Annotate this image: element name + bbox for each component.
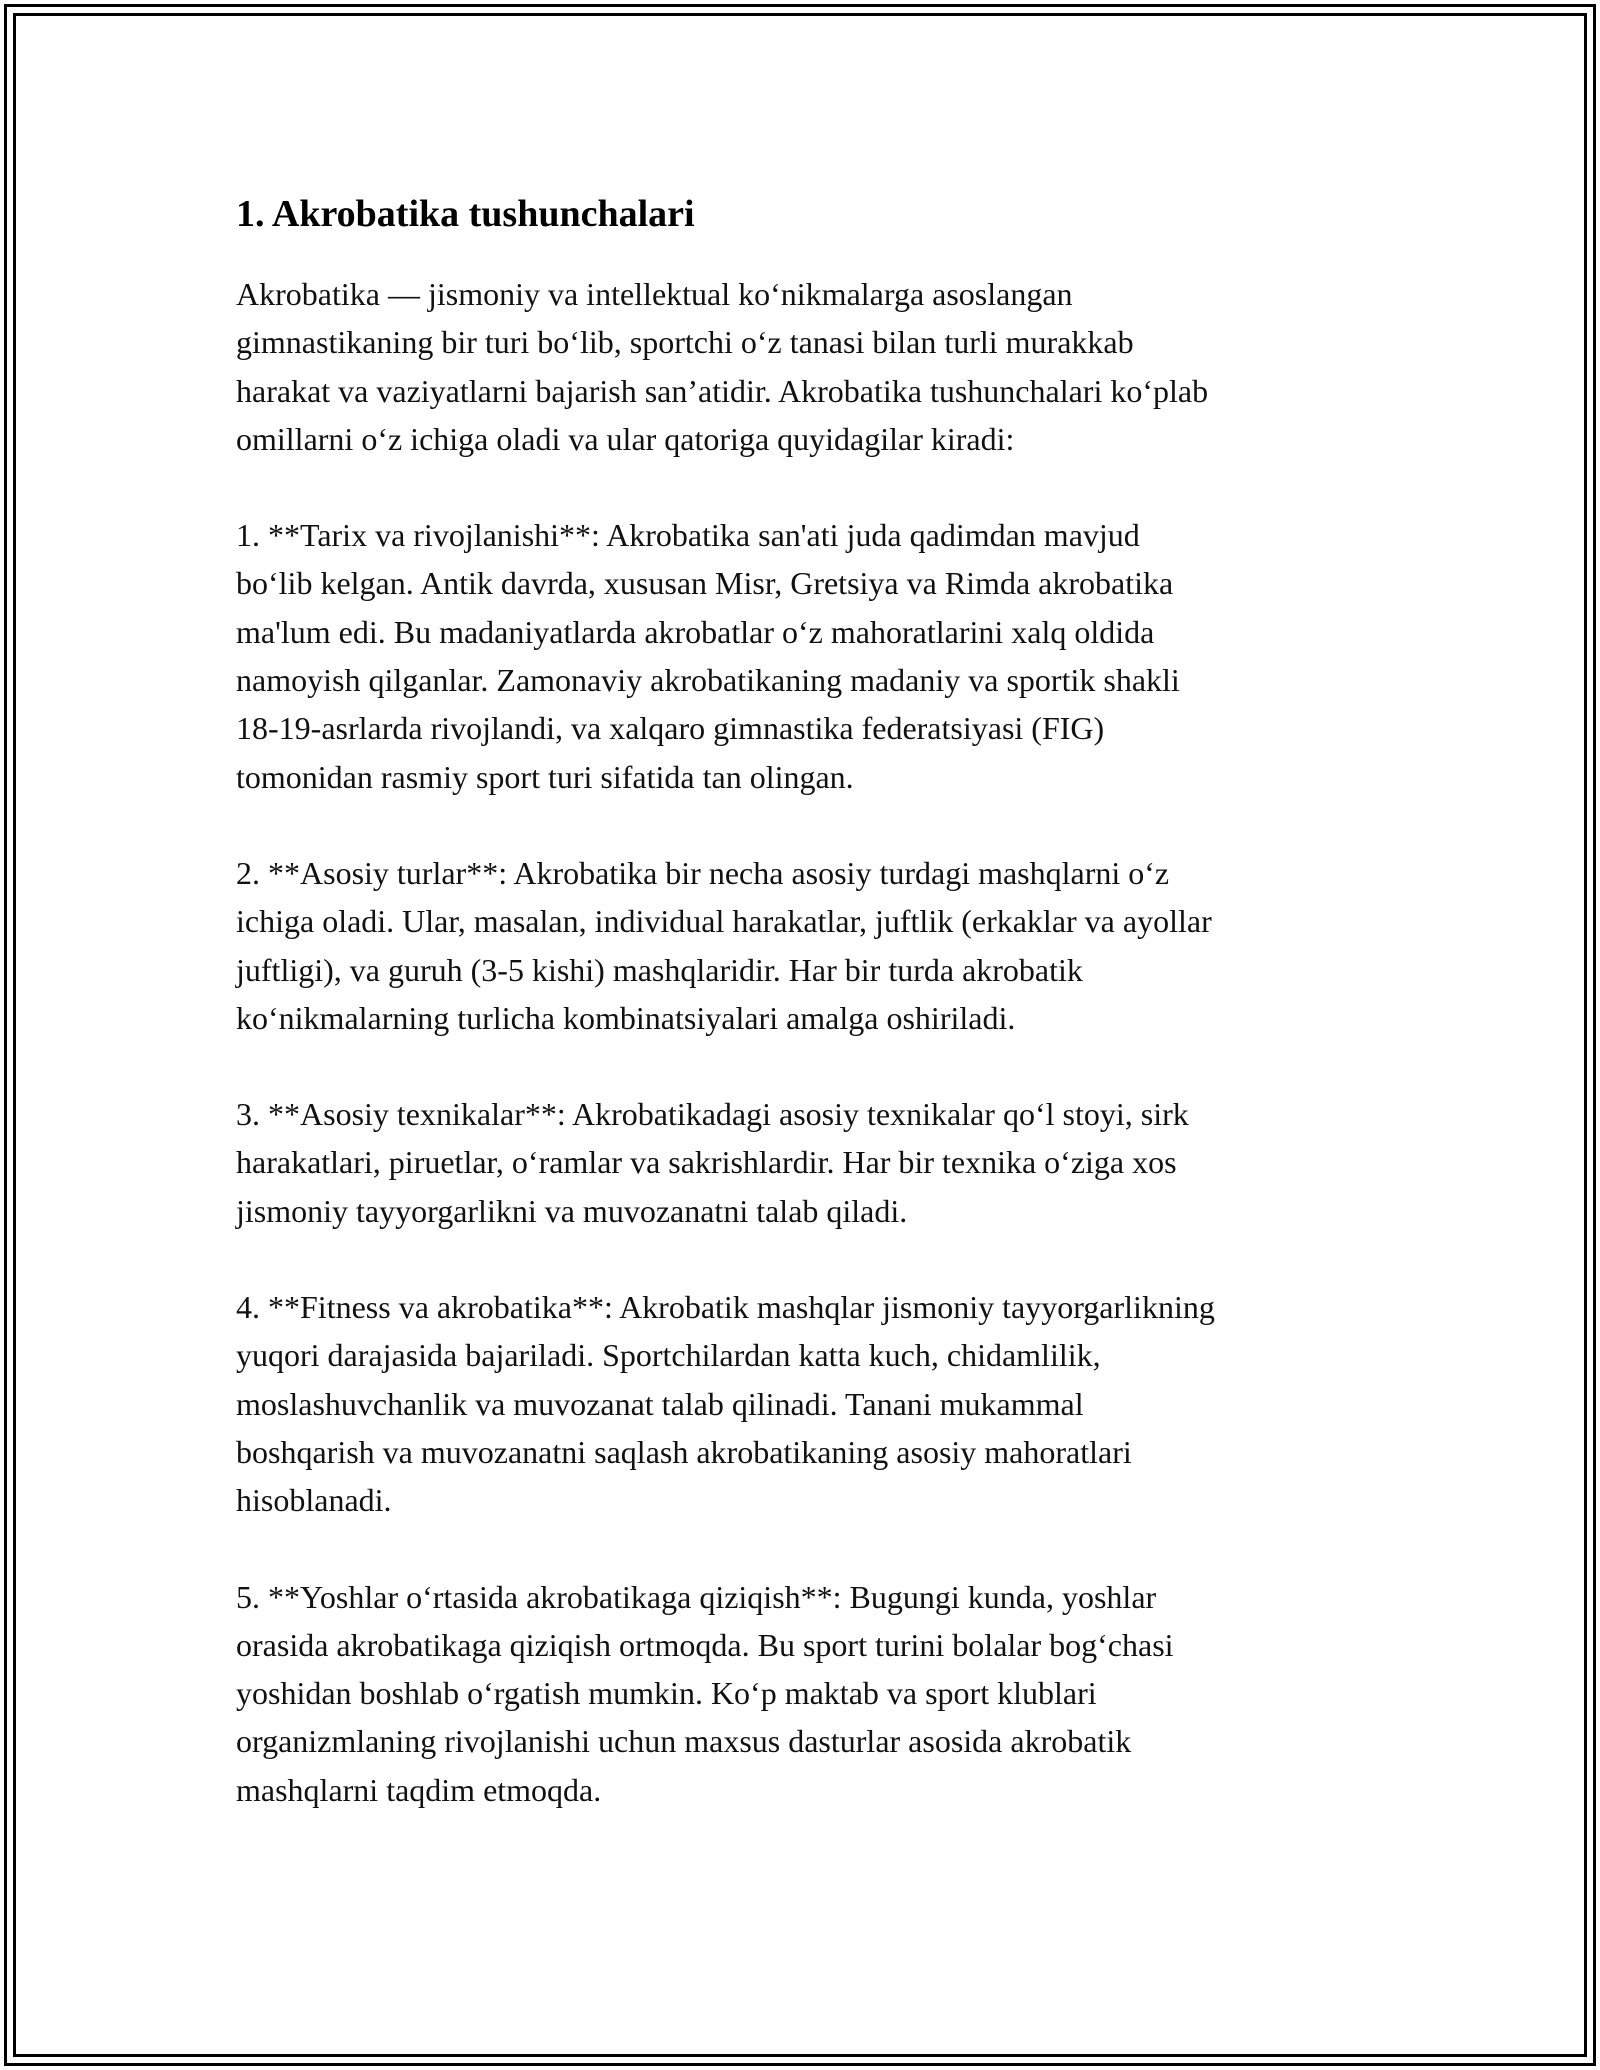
paragraph-fitness: 4. **Fitness va akrobatika**: Akrobatik mashqlar jismoniy tayyorgarlikning yuqori darajasida bajariladi. Sportchilardan katta kuch, chidamlilik, moslashuvchanlik va muvozanat talab qilinadi. Tanani mukammal boshqarish va muvozanatni saqlash akrobatikaning asosiy mahoratlari hisoblanadi. xyxy=(236,1289,1215,1519)
paragraph-main-types: 2. **Asosiy turlar**: Akrobatika bir necha asosiy turdagi mashqlarni oʻz ichiga oladi. Ular, masalan, individual harakatlar, juftlik (erkaklar va ayollar juftligi), va guruh (3-5 kishi) mashqlaridir. Har bir turda akrobatik koʻnikmalarning turlicha kombinatsiyalari amalga oshiriladi. xyxy=(236,854,1212,1036)
paragraph-youth-interest: 5. **Yoshlar oʻrtasida akrobatikaga qiziqish**: Bugungi kunda, yoshlar orasida akrobatikaga qiziqish ortmoqda. Bu sport turini bolalar bogʻchasi yoshidan boshlab oʻrgatish mumkin. Koʻp maktab va sport klublari organizmlaning rivojlanishi uchun maxsus dasturlar asosida akrobatik mashqlarni taqdim etmoqda. xyxy=(236,1578,1174,1808)
intro-paragraph: Akrobatika — jismoniy va intellektual koʻnikmalarga asoslangan gimnastikaning bir turi boʻlib, sportchi oʻz tanasi bilan turli murakkab harakat va vaziyatlarni bajarish san’atidir. Akrobatika tushunchalari koʻplab omillarni oʻz ichiga oladi va ular qatoriga quyidagilar kiradi: xyxy=(236,276,1209,457)
document-body xyxy=(236,188,1366,1862)
paragraph-history: 1. **Tarix va rivojlanishi**: Akrobatika san'ati juda qadimdan mavjud boʻlib kelgan. Antik davrda, xususan Misr, Gretsiya va Rimda akrobatika ma'lum edi. Bu madaniyatlarda akrobatlar oʻz mahoratlarini xalq oldida namoyish qilganlar. Zamonaviy akrobatikaning madaniy va sportik shakli 18-19-asrlarda rivojlandi, va xalqaro gimnastika federatsiyasi (FIG) tomonidan rasmiy sport turi sifatida tan olingan. xyxy=(236,517,1180,795)
paragraph-main-techniques: 3. **Asosiy texnikalar**: Akrobatikadagi asosiy texnikalar qoʻl stoyi, sirk harakatlari, piruetlar, oʻramlar va sakrishlardir. Har bir texnika oʻziga xos jismoniy tayyorgarlikni va muvozanatni talab qiladi. xyxy=(236,1096,1189,1229)
section-heading: 1. Akrobatika tushunchalari xyxy=(236,193,695,235)
